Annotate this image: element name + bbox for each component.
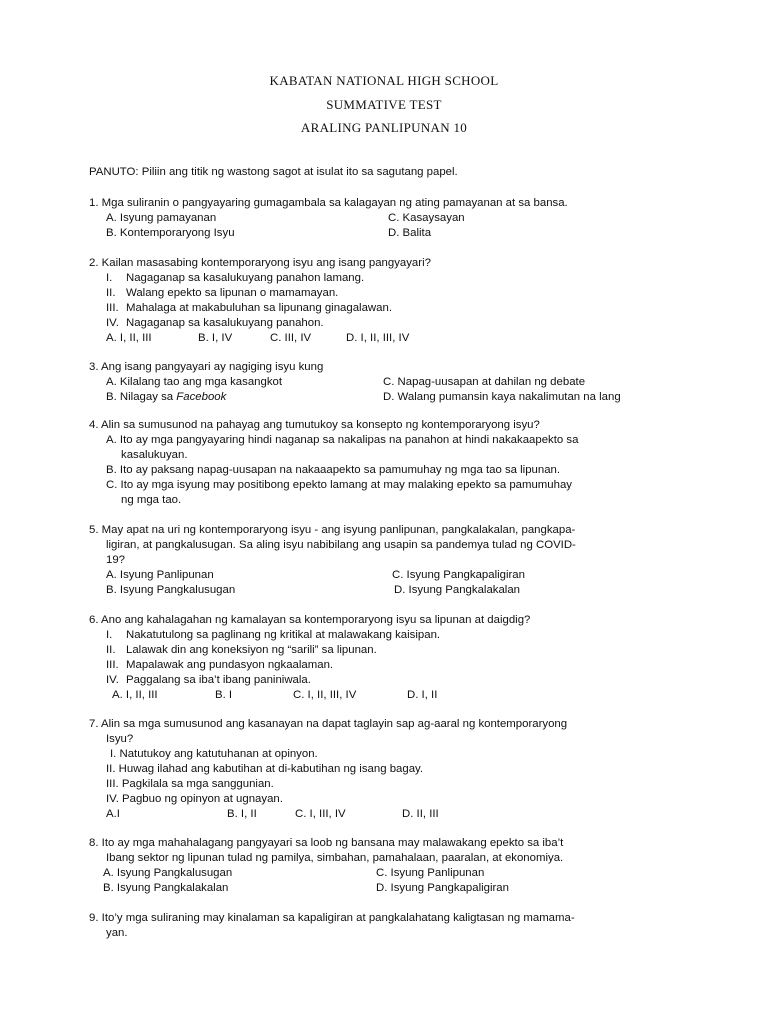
choice-c: C. Napag-uusapan at dahilan ng debate bbox=[383, 376, 586, 388]
choice-c: C. Isyung Pangkapaligiran bbox=[392, 569, 525, 581]
choice-c: C. Isyung Panlipunan bbox=[376, 867, 485, 879]
roman-item bbox=[89, 286, 689, 301]
choice-row bbox=[89, 866, 689, 881]
question-7 bbox=[89, 717, 689, 822]
roman-item: III. Pagkilala sa mga sanggunian. bbox=[106, 778, 274, 790]
choice-row bbox=[89, 331, 689, 346]
question-9 bbox=[89, 911, 689, 941]
choice-d: D. Isyung Pangkapaligiran bbox=[376, 882, 509, 894]
choice-c-continued: ng mga tao. bbox=[121, 494, 182, 506]
choice-c: C. Kasaysayan bbox=[388, 212, 465, 224]
choice-b: B. Isyung Pangkalakalan bbox=[103, 882, 229, 894]
roman-item bbox=[89, 658, 689, 673]
roman-text: Mahalaga at makabuluhan sa lipunang ginagalawan. bbox=[126, 302, 392, 314]
subject-title: ARALING PANLIPUNAN 10 bbox=[300, 120, 468, 135]
choice-c: C. I, II, III, IV bbox=[293, 689, 357, 701]
question-stem: 8. Ito ay mga mahahalagang pangyayari sa loob ng bansana may malawakang epekto sa iba’t bbox=[89, 837, 564, 849]
roman-item: I. Natutukoy ang katutuhanan at opinyon. bbox=[110, 748, 318, 760]
roman-numeral: II. bbox=[106, 644, 116, 656]
choice-b: B. I, II bbox=[227, 808, 257, 820]
roman-text: Paggalang sa iba’t ibang paniniwala. bbox=[126, 674, 311, 686]
choice-d: D. I, II bbox=[407, 689, 438, 701]
question-stem: 1. Mga suliranin o pangyayaring gumagambala sa kalagayan ng ating pamayanan at sa bansa. bbox=[89, 197, 568, 209]
choice-d: D. II, III bbox=[402, 808, 439, 820]
choice-d: D. I, II, III, IV bbox=[346, 332, 410, 344]
question-stem: 3. Ang isang pangyayari ay nagiging isyu kung bbox=[89, 361, 324, 373]
roman-item bbox=[89, 301, 689, 316]
choice-d: D. Walang pumansin kaya nakalimutan na lang bbox=[383, 391, 621, 403]
choice-a: A. I, II, III bbox=[112, 689, 158, 701]
choice-b: B. I, IV bbox=[198, 332, 233, 344]
choice-a: A. Ito ay mga pangyayaring hindi naganap sa nakalipas na panahon at hindi nakakaapekto sa bbox=[106, 434, 579, 446]
roman-item: II. Huwag ilahad ang kabutihan at di-kabutihan ng isang bagay. bbox=[106, 763, 424, 775]
roman-numeral: II. bbox=[106, 287, 116, 299]
roman-text: Walang epekto sa lipunan o mamamayan. bbox=[126, 287, 339, 299]
choice-b-text: B. Nilagay sa bbox=[106, 391, 177, 403]
roman-item: IV. Pagbuo ng opinyon at ugnayan. bbox=[106, 793, 283, 805]
document-header bbox=[0, 72, 768, 143]
roman-item bbox=[89, 316, 689, 331]
choice-c: C. III, IV bbox=[270, 332, 312, 344]
roman-numeral: III. bbox=[106, 302, 119, 314]
roman-numeral: I. bbox=[106, 272, 113, 284]
roman-text: Mapalawak ang pundasyon ngkaalaman. bbox=[126, 659, 334, 671]
question-stem-continued: Isyu? bbox=[106, 733, 134, 745]
choice-c: C. I, III, IV bbox=[295, 808, 346, 820]
roman-item bbox=[89, 628, 689, 643]
roman-item bbox=[89, 271, 689, 286]
roman-numeral: IV. bbox=[106, 674, 119, 686]
choice-a: A. I, II, III bbox=[106, 332, 152, 344]
choice-c: C. Ito ay mga isyung may positibong epekto lamang at may malaking epekto sa pamumuhay bbox=[106, 479, 572, 491]
question-6 bbox=[89, 613, 689, 703]
choice-a: A. Isyung pamayanan bbox=[106, 212, 217, 224]
choice-row bbox=[89, 881, 689, 896]
choice-row bbox=[89, 583, 689, 598]
choice-d: D. Isyung Pangkalakalan bbox=[394, 584, 521, 596]
choice-a-continued: kasalukuyan. bbox=[121, 449, 188, 461]
school-name: KABATAN NATIONAL HIGH SCHOOL bbox=[269, 73, 499, 88]
choice-row bbox=[89, 390, 689, 405]
question-1 bbox=[89, 196, 689, 241]
choice-b-italic: Facebook bbox=[176, 391, 227, 403]
choice-d: D. Balita bbox=[388, 227, 432, 239]
choice-row bbox=[89, 807, 689, 822]
question-stem-continued: yan. bbox=[106, 927, 128, 939]
choice-a: A.I bbox=[106, 808, 120, 820]
question-stem-continued: ligiran, at pangkalusugan. Sa aling isyu nabibilang ang usapin sa pandemya tulad ng COVID- bbox=[106, 539, 576, 551]
question-stem: 4. Alin sa sumusunod na pahayag ang tumutukoy sa konsepto ng kontemporaryong isyu? bbox=[89, 419, 540, 431]
choice-b bbox=[106, 390, 226, 405]
question-stem-continued: 19? bbox=[106, 554, 126, 566]
roman-text: Nagaganap sa kasalukuyang panahon. bbox=[126, 317, 324, 329]
choice-b: B. Kontemporaryong Isyu bbox=[106, 227, 235, 239]
choice-a: A. Isyung Pangkalusugan bbox=[103, 867, 233, 879]
instructions: PANUTO: Piliin ang titik ng wastong sagot at isulat ito sa sagutang papel. bbox=[89, 166, 458, 178]
question-5 bbox=[89, 523, 689, 598]
roman-text: Nakatutulong sa paglinang ng kritikal at malawakang kaisipan. bbox=[126, 629, 441, 641]
roman-numeral: III. bbox=[106, 659, 119, 671]
choice-b: B. I bbox=[215, 689, 233, 701]
question-4 bbox=[89, 418, 689, 508]
question-stem: 5. May apat na uri ng kontemporaryong isyu - ang isyung panlipunan, pangkalakalan, pangkapa- bbox=[89, 524, 576, 536]
question-8 bbox=[89, 836, 689, 896]
roman-numeral: IV. bbox=[106, 317, 119, 329]
choice-a: A. Isyung Panlipunan bbox=[106, 569, 214, 581]
question-2 bbox=[89, 256, 689, 346]
roman-text: Nagaganap sa kasalukuyang panahon lamang. bbox=[126, 272, 365, 284]
roman-numeral: I. bbox=[106, 629, 113, 641]
question-stem: 2. Kailan masasabing kontemporaryong isyu ang isang pangyayari? bbox=[89, 257, 431, 269]
roman-item bbox=[89, 673, 689, 688]
test-title: SUMMATIVE TEST bbox=[326, 96, 442, 112]
question-stem-continued: Ibang sektor ng lipunan tulad ng pamilya, simbahan, pamahalaan, paaralan, at ekonomiya. bbox=[106, 852, 564, 864]
question-stem: 7. Alin sa mga sumusunod ang kasanayan na dapat taglayin sap ag-aaral ng kontemporaryong bbox=[89, 718, 568, 730]
question-3 bbox=[89, 360, 689, 405]
choice-row bbox=[89, 211, 689, 226]
question-stem: 9. Ito’y mga suliraning may kinalaman sa kapaligiran at pangkalahatang kaligtasan ng mamama- bbox=[89, 912, 575, 924]
roman-item bbox=[89, 643, 689, 658]
choice-row bbox=[89, 688, 689, 703]
roman-text: Lalawak din ang koneksiyon ng “sarili” sa lipunan. bbox=[126, 644, 377, 656]
choice-a: A. Kilalang tao ang mga kasangkot bbox=[106, 376, 283, 388]
choice-row bbox=[89, 568, 689, 583]
choice-row bbox=[89, 375, 689, 390]
choice-b: B. Isyung Pangkalusugan bbox=[106, 584, 236, 596]
choice-row bbox=[89, 226, 689, 241]
choice-b: B. Ito ay paksang napag-uusapan na nakaaapekto sa pamumuhay ng mga tao sa lipunan. bbox=[106, 464, 561, 476]
question-stem: 6. Ano ang kahalagahan ng kamalayan sa kontemporaryong isyu sa lipunan at daigdig? bbox=[89, 614, 531, 626]
